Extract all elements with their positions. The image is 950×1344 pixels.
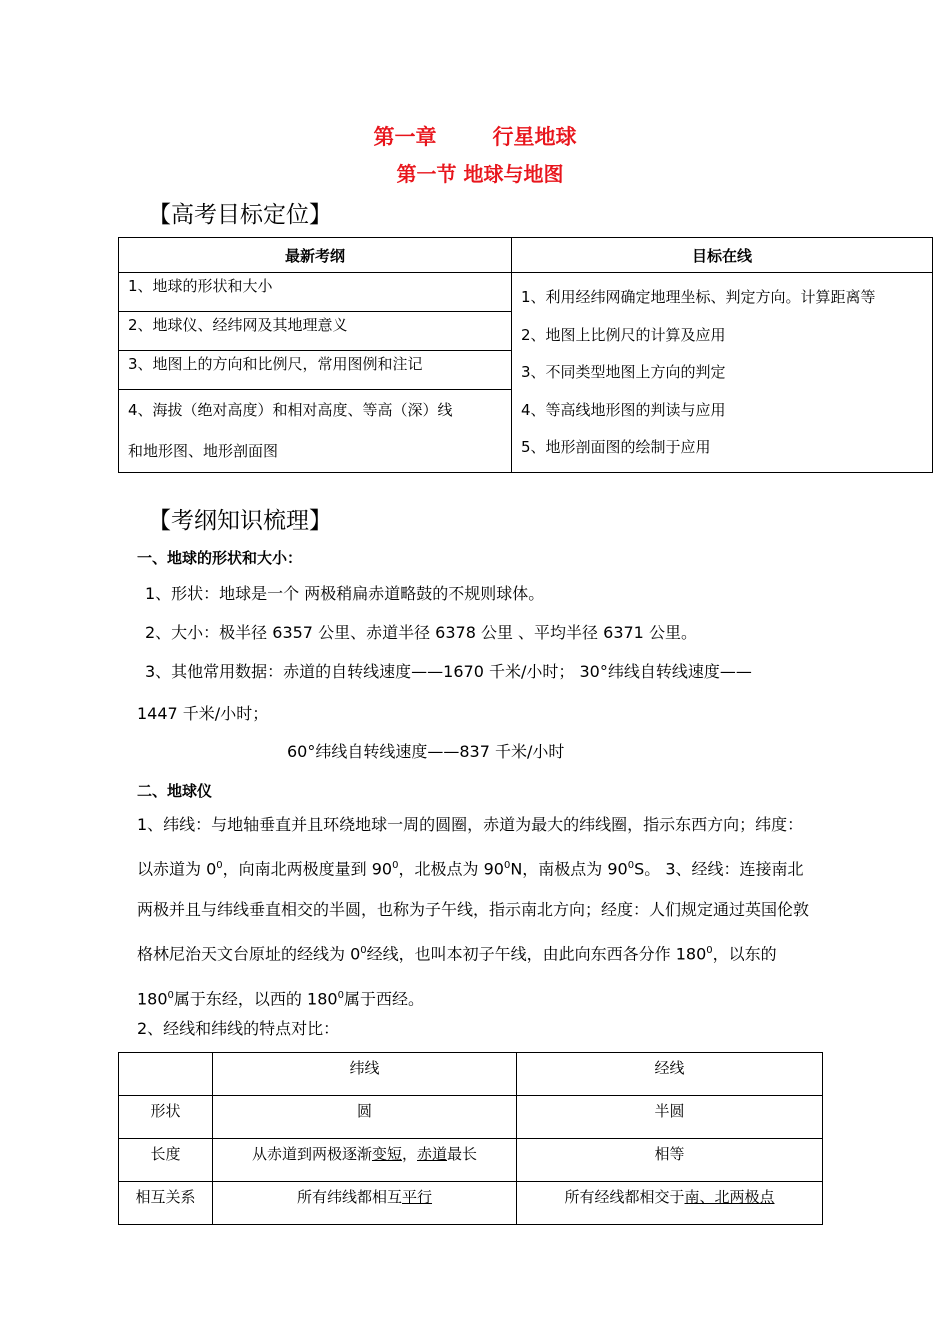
goal-right-item: 5、地形剖面图的绘制于应用	[521, 438, 711, 456]
section-title: 第一节 地球与地图	[396, 162, 564, 186]
table-row	[119, 1096, 823, 1139]
lat-cell: 所有纬线都相互平行	[213, 1182, 517, 1225]
rotation-text: 3、其他常用数据：赤道的自转线速度——1670 千米/小时； 30°纬线自转线速度——	[145, 662, 752, 681]
row-label: 形状	[119, 1096, 213, 1139]
goals-table	[118, 237, 933, 473]
knowledge-heading: 【考纲知识梳理】	[148, 508, 332, 534]
goal-right-item: 4、等高线地形图的判读与应用	[521, 400, 726, 419]
globe-paragraph: 1、纬线：与地轴垂直并且环绕地球一周的圆圈，赤道为最大的纬线圈，指示东西方向；纬度：以赤道为 $0^0$，向南北两极度量到 $90^0$，北极点为 $90^0N$，南极点为 $90^0S$。 3、经线：连接南北两极并且与纬线垂直相交的半圆，也称为子午线，指示南北方向；经度：人们规定通过英国伦敦格林尼治天文台原址的经线为 $0^0$经线，也叫本初子午线，由此向东西各分作 $180^0$，以东的 $180^0$属于东经，以西的 $180^0$属于西经。	[137, 815, 810, 1008]
part1-title: 一、地球的形状和大小：	[137, 549, 303, 567]
rotation-text-60: 60°纬线自转线速度——837 千米/小时	[287, 742, 565, 761]
goal-right-item: 1、利用经纬网确定地理坐标、判定方向。计算距离等	[521, 288, 876, 306]
row-label: 长度	[119, 1139, 213, 1182]
compare-header-lat: 纬线	[213, 1053, 517, 1096]
compare-header-lon: 经线	[517, 1053, 823, 1096]
chapter-number: 第一章	[373, 125, 437, 149]
chapter-name: 行星地球	[492, 125, 577, 149]
goal-left-item-4	[119, 390, 512, 473]
lon-cell: 所有经线都相交于南、北两极点	[517, 1182, 823, 1225]
compare-table	[118, 1052, 823, 1225]
goals-heading: 【高考目标定位】	[148, 202, 332, 228]
goal-left-item: 2、地球仪、经纬网及其地理意义	[119, 312, 512, 351]
compare-label: 2、经线和纬线的特点对比：	[137, 1019, 340, 1038]
compare-header-blank	[119, 1053, 213, 1096]
table-row	[119, 1182, 823, 1225]
chapter-title	[0, 121, 950, 151]
goals-col1-header: 最新考纲	[119, 238, 512, 273]
lat-cell: 圆	[213, 1096, 517, 1139]
row-label: 相互关系	[119, 1182, 213, 1225]
goals-col2-header: 目标在线	[512, 238, 933, 273]
goal-left-item: 3、地图上的方向和比例尺，常用图例和注记	[119, 351, 512, 390]
table-row	[119, 1139, 823, 1182]
lon-cell: 相等	[517, 1139, 823, 1182]
part2-title: 二、地球仪	[137, 782, 213, 800]
goal-right-item: 2、地图上比例尺的计算及应用	[521, 325, 726, 344]
lat-cell: 从赤道到两极逐渐变短，赤道最长	[213, 1139, 517, 1182]
lon-cell: 半圆	[517, 1096, 823, 1139]
goal-left-line: 4、海拔（绝对高度）和相对高度、等高（深）线	[128, 401, 453, 419]
goal-right-item: 3、不同类型地图上方向的判定	[521, 363, 726, 381]
goal-left-line: 和地形图、地形剖面图	[128, 442, 279, 460]
size-text: 2、大小：极半径 6357 公里、赤道半径 6378 公里 、平均半径 6371 公里。	[145, 623, 697, 642]
goal-left-item: 1、地球的形状和大小	[119, 273, 512, 312]
goals-right-list	[512, 273, 933, 473]
rotation-text-cont: 1447 千米/小时；	[137, 704, 269, 723]
shape-text: 1、形状：地球是一个 两极稍扁赤道略鼓的不规则球体。	[145, 584, 545, 603]
